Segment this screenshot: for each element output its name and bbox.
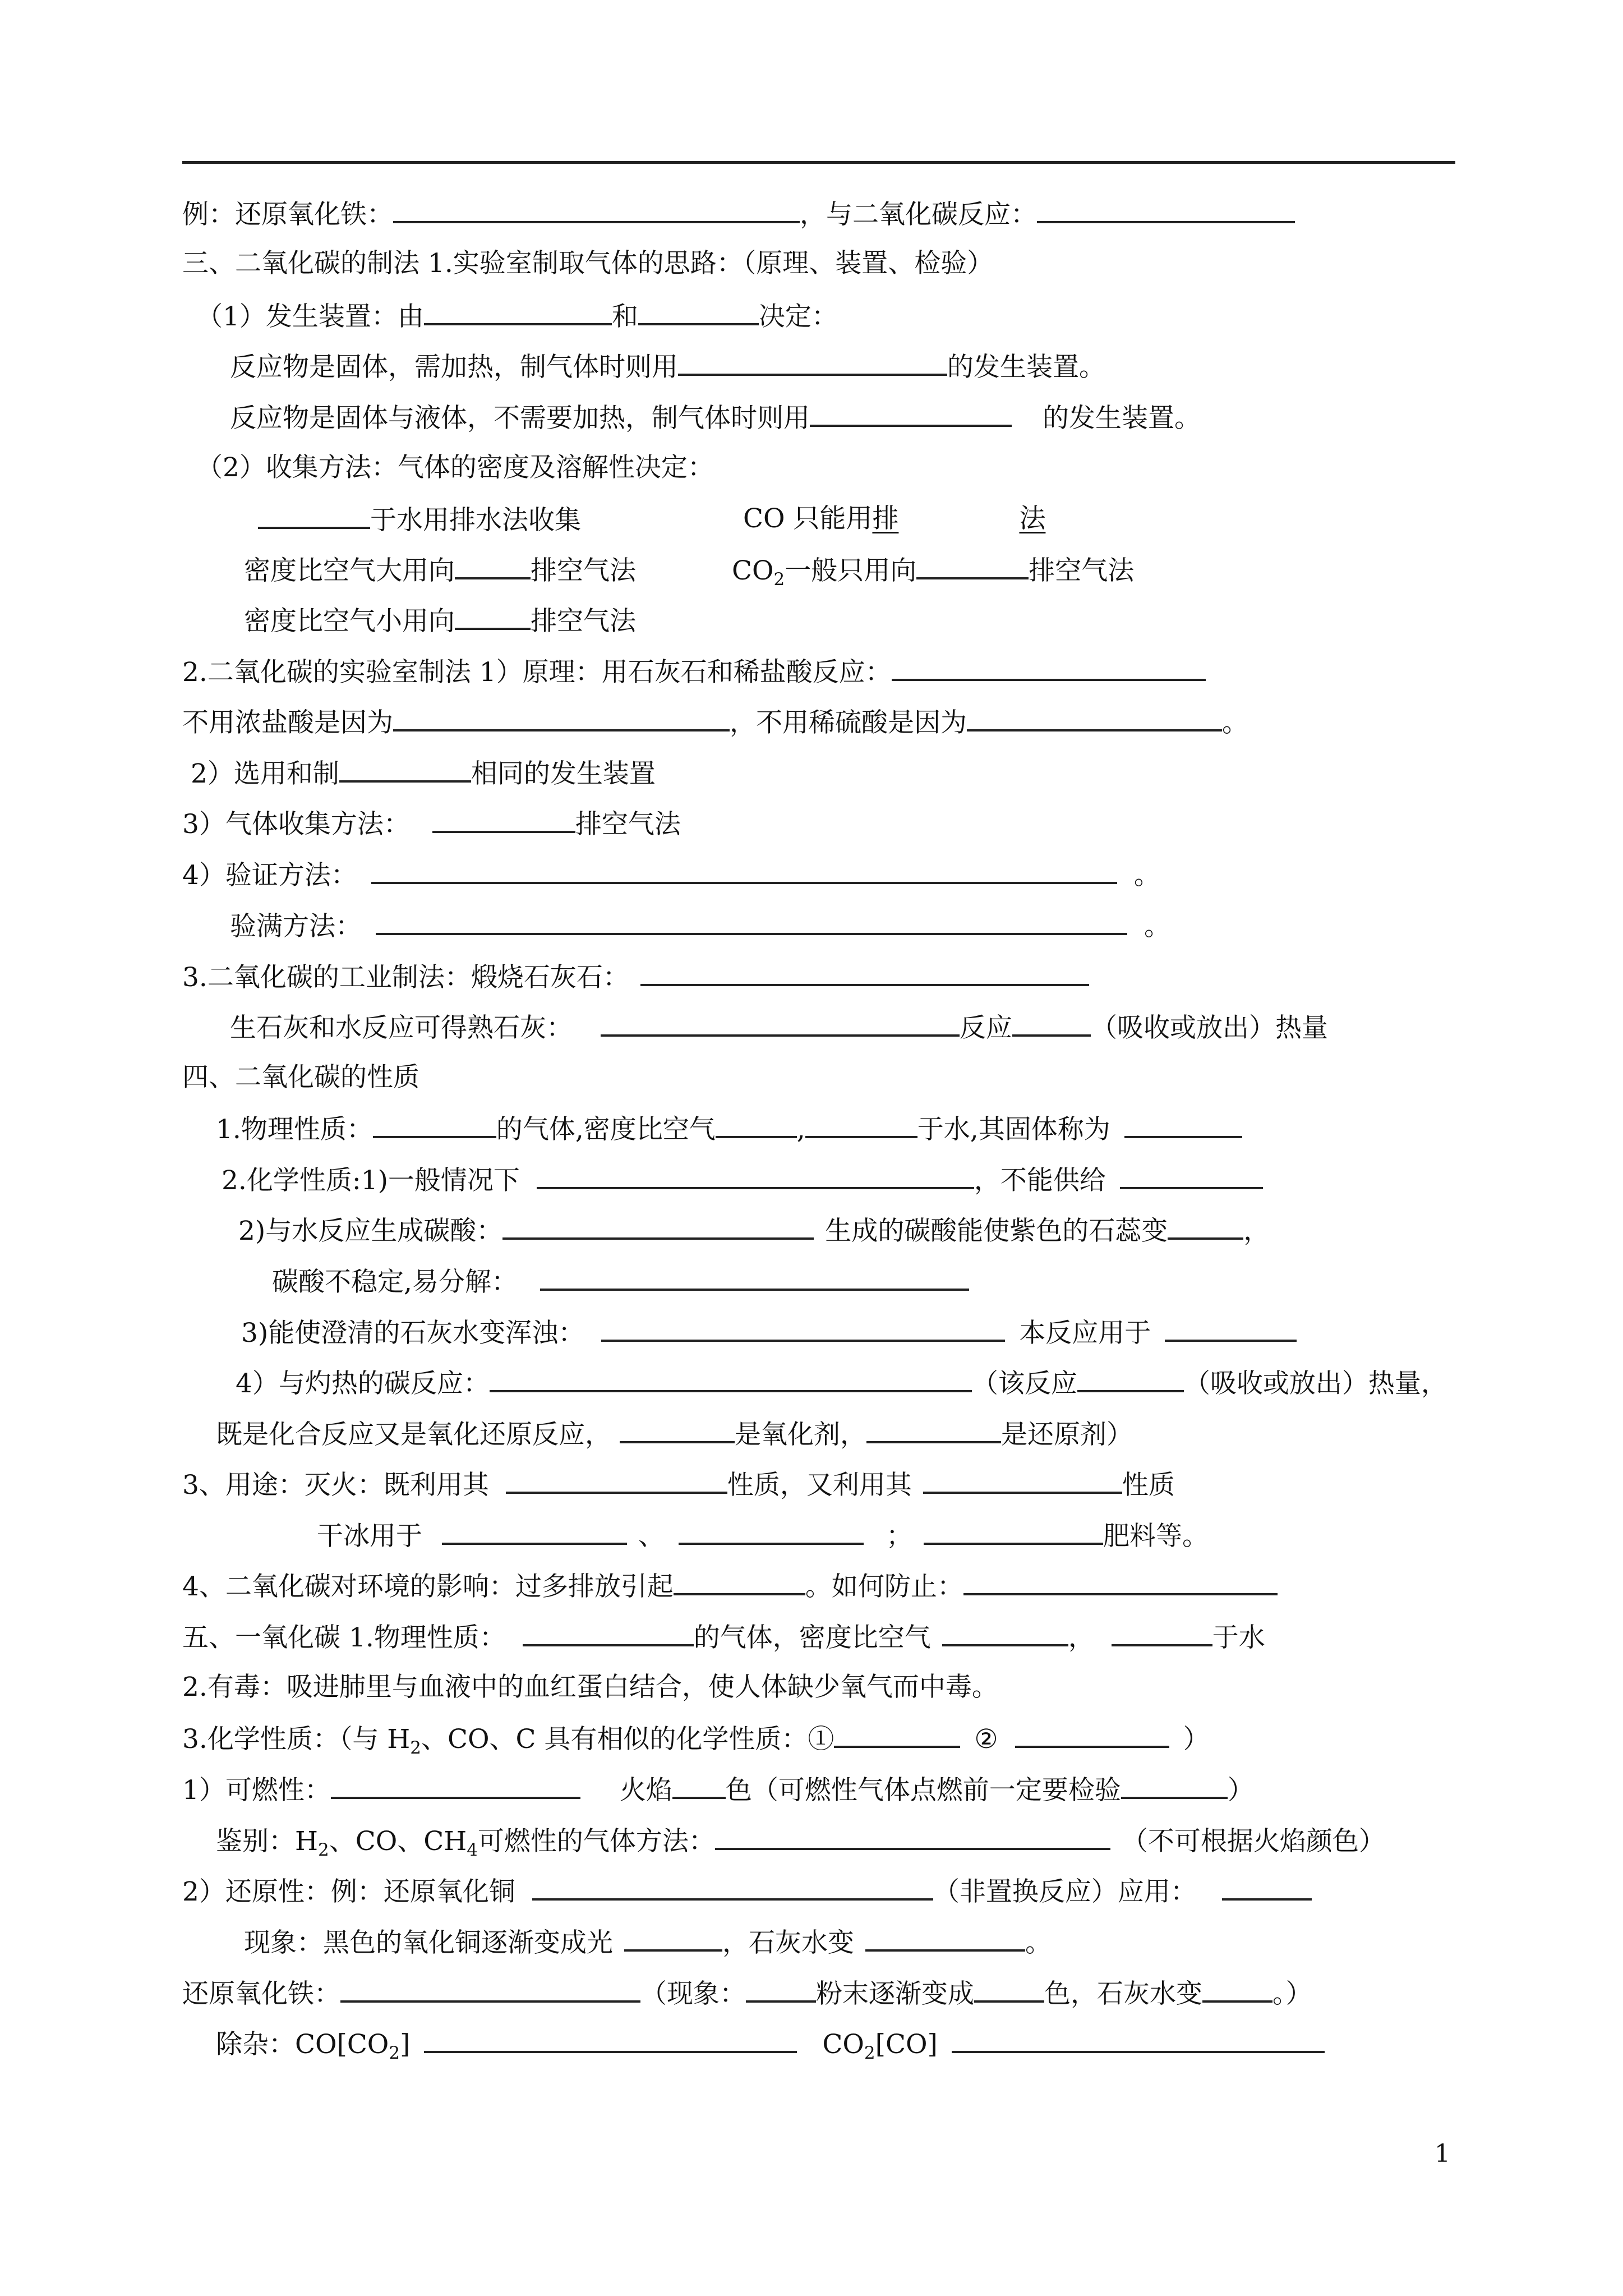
text: 排空气法 (531, 606, 636, 637)
blank[interactable] (424, 2026, 797, 2053)
blank[interactable] (865, 1925, 1025, 1952)
line-flammability (182, 1772, 1254, 1807)
text: ， (1068, 1622, 1095, 1653)
blank[interactable] (601, 1010, 960, 1037)
text: 4）与灼热的碳反应： (236, 1368, 490, 1399)
text: （2）收集方法：气体的密度及溶解性决定： (196, 452, 714, 483)
section-four-heading (182, 1061, 419, 1094)
blank[interactable] (866, 1416, 1001, 1443)
text: 生石灰和水反应可得熟石灰： (230, 1013, 573, 1043)
blank[interactable] (974, 1976, 1044, 2003)
text: 4）验证方法： (182, 860, 357, 891)
blank[interactable] (373, 1111, 496, 1138)
line-physical-properties (216, 1111, 1242, 1147)
line-dry-ice (317, 1518, 1209, 1553)
line-denser-than-air (244, 553, 636, 588)
text: 验满方法： (230, 911, 362, 942)
text: 4、二氧化碳对环境的影响：过多排放引起 (182, 1571, 674, 1602)
blank[interactable] (1077, 1365, 1184, 1392)
blank[interactable] (1120, 1162, 1263, 1189)
blank[interactable] (1121, 1772, 1228, 1799)
blank[interactable] (678, 349, 947, 376)
blank[interactable] (1222, 1874, 1312, 1901)
text: （该反应 (971, 1368, 1077, 1399)
line-uses-fire (182, 1467, 1175, 1502)
text: ， (1243, 1216, 1270, 1246)
text: 性质 (1122, 1470, 1175, 1501)
text: 鉴别：H (216, 1826, 318, 1857)
blank[interactable] (1168, 1213, 1243, 1240)
blank[interactable] (1112, 1619, 1212, 1646)
text: 现象：黑色的氧化铜逐渐变成光 (244, 1927, 613, 1958)
blank[interactable] (715, 1823, 1110, 1850)
text: 2.有毒：吸进肺里与血液中的血红蛋白结合，使人体缺少氧气而中毒。 (182, 1672, 998, 1703)
text: 排空气法 (531, 555, 636, 586)
line-reduce-iron-oxide (182, 196, 1295, 232)
blank[interactable] (339, 756, 471, 783)
text: 反应物是固体与液体，不需要加热，制气体时则用 (230, 403, 810, 434)
text: 相同的发生装置 (471, 758, 656, 789)
text: 1）可燃性： (182, 1775, 331, 1806)
text: ； (886, 1521, 912, 1552)
text: 密度比空气大用向 (244, 555, 455, 586)
blank[interactable] (455, 603, 531, 630)
blank[interactable] (506, 1467, 727, 1494)
blank[interactable] (674, 1568, 805, 1595)
blank[interactable] (924, 1518, 1103, 1545)
text: ② (974, 1724, 998, 1755)
blank[interactable] (746, 1976, 816, 2003)
text: 。 (1222, 707, 1248, 738)
blank[interactable] (432, 806, 575, 833)
subscript: 2 (773, 569, 785, 590)
section-three-heading (182, 247, 993, 280)
header-rule (182, 161, 1455, 164)
blank[interactable] (810, 400, 1012, 427)
text: 粉末逐渐变成 (816, 1978, 974, 2009)
text: 决定： (758, 301, 838, 332)
text: 色（可燃性气体点燃前一定要检验 (725, 1775, 1121, 1806)
subscript: 2 (389, 2043, 400, 2063)
line-redox (216, 1416, 1133, 1452)
line-co-collection (743, 502, 1045, 536)
line-water-collection (258, 502, 581, 537)
blank[interactable] (371, 857, 1117, 884)
line-phenomenon (244, 1925, 1052, 1960)
blank[interactable] (1037, 196, 1295, 223)
blank[interactable] (942, 1619, 1068, 1646)
text: 。如何防止： (805, 1571, 963, 1602)
text: 四、二氧化碳的性质 (182, 1062, 419, 1093)
blank[interactable] (963, 1568, 1278, 1595)
line-quicklime (230, 1010, 1328, 1045)
line-carbonic-acid (238, 1213, 1270, 1248)
line-co2-collection (732, 553, 1134, 588)
blank[interactable] (1012, 1010, 1091, 1037)
blank[interactable] (672, 1772, 726, 1799)
text: 的发生装置。 (1043, 403, 1201, 434)
text: 2.二氧化碳的实验室制法 1）原理：用石灰石和稀盐酸反应： (182, 657, 892, 688)
text: 、 (638, 1521, 665, 1552)
text: 五、一氧化碳 1.物理性质： (182, 1622, 506, 1653)
subscript: 2 (410, 1738, 422, 1758)
text: ，不用稀硫酸是因为 (730, 707, 967, 738)
text: ，石灰水变 (722, 1927, 854, 1958)
line-verification (182, 857, 1160, 892)
blank[interactable] (916, 553, 1029, 579)
line-environment (182, 1568, 1278, 1604)
blank[interactable] (601, 1315, 1005, 1342)
blank[interactable] (340, 1976, 640, 2003)
line-chemical-properties (222, 1162, 1263, 1198)
blank[interactable] (834, 1721, 960, 1748)
text: 的气体,密度比空气 (496, 1114, 716, 1145)
line-reducibility (182, 1874, 1312, 1909)
blank[interactable] (455, 553, 531, 579)
text: 。 (1144, 911, 1170, 942)
text: 2)与水反应生成碳酸： (238, 1216, 503, 1246)
line-generator-device (196, 298, 838, 334)
text: 是氧化剂， (735, 1419, 866, 1450)
text: 排空气法 (575, 809, 681, 840)
text: 可燃性的气体方法： (477, 1826, 715, 1857)
line-hot-carbon (236, 1365, 1447, 1401)
text: 3.化学性质：（与 H (182, 1724, 411, 1755)
text: 既是化合反应又是氧化还原反应， (216, 1419, 611, 1450)
text: 一般只用向 (785, 555, 917, 586)
blank[interactable] (952, 2026, 1325, 2053)
line-full-check (230, 908, 1170, 944)
blank[interactable] (258, 502, 370, 529)
text: 。 (1025, 1927, 1052, 1958)
text: ） (1227, 1775, 1254, 1806)
text: 火焰 (619, 1775, 672, 1806)
text: 反应 (960, 1013, 1012, 1043)
text: ） (1183, 1724, 1210, 1755)
blank[interactable] (1202, 1976, 1272, 2003)
blank[interactable] (620, 1416, 735, 1443)
line-solid-liquid (230, 400, 1201, 435)
line-toxic (182, 1671, 998, 1704)
text: （吸收或放出）热量， (1183, 1368, 1447, 1399)
line-decomposition (272, 1264, 969, 1299)
line-acid-choice (182, 705, 1248, 740)
text: 除杂：CO[CO (216, 2029, 389, 2060)
text: 是还原剂） (1001, 1419, 1133, 1450)
text: 于水 (1212, 1622, 1265, 1653)
blank[interactable] (537, 1162, 974, 1189)
text: 3)能使澄清的石灰水变浑浊： (241, 1318, 585, 1349)
text: 反应物是固体，需加热，制气体时则用 (230, 352, 678, 383)
text: 碳酸不稳定,易分解： (272, 1267, 518, 1297)
text: （现象： (640, 1978, 746, 2009)
page-number: 1 (1435, 2139, 1450, 2168)
blank[interactable] (805, 1111, 917, 1138)
line-identify-gases (216, 1823, 1385, 1858)
text: 2）选用和制 (191, 758, 339, 789)
text: 性质，又利用其 (727, 1470, 912, 1501)
text: 2.化学性质:1)一般情况下 (222, 1165, 520, 1196)
line-co-chemical (182, 1721, 1210, 1756)
text: [CO] (875, 2029, 938, 2060)
blank[interactable] (424, 298, 612, 325)
text: （吸收或放出）热量 (1091, 1013, 1328, 1043)
text: （非置换反应）应用： (933, 1876, 1197, 1907)
text: 于水用排水法收集 (370, 505, 581, 536)
blank[interactable] (442, 1518, 627, 1545)
blank[interactable] (331, 1772, 580, 1799)
blank[interactable] (376, 908, 1127, 935)
text: 、CO、C 具有相似的化学性质：① (421, 1724, 834, 1755)
line-impurity-removal (216, 2026, 1325, 2062)
text: 于水,其固体称为 (917, 1114, 1110, 1145)
text: （不可根据火焰颜色） (1121, 1826, 1385, 1857)
blank[interactable] (892, 654, 1206, 681)
text: ，与二氧化碳反应： (800, 199, 1037, 230)
line-lighter-than-air (244, 603, 636, 638)
section-five-heading (182, 1619, 1265, 1655)
text: 3）气体收集方法： (182, 809, 410, 840)
text: 和 (611, 301, 638, 332)
blank[interactable] (638, 298, 759, 325)
text: 3.二氧化碳的工业制法：煅烧石灰石： (182, 962, 629, 993)
text: 色，石灰水变 (1044, 1978, 1202, 2009)
line-collection-method (196, 451, 714, 485)
blank[interactable] (716, 1111, 797, 1138)
text: 干冰用于 (317, 1521, 422, 1552)
text: 。 (1133, 860, 1160, 891)
line-limewater (241, 1315, 1297, 1350)
text: 1.物理性质： (216, 1114, 373, 1145)
subscript: 2 (318, 1840, 329, 1860)
text: 本反应用于 (1019, 1318, 1151, 1349)
blank[interactable] (540, 1264, 969, 1291)
text: 生成的碳酸能使紫色的石蕊变 (825, 1216, 1168, 1246)
text: 三、二氧化碳的制法 1.实验室制取气体的思路：（原理、装置、检验） (182, 248, 994, 279)
line-lab-principle (182, 654, 1206, 689)
blank[interactable] (679, 1518, 864, 1545)
text: 还原氧化铁： (182, 1978, 340, 2009)
text: 法 (1019, 503, 1046, 534)
line-reduce-iron-oxide-2 (182, 1976, 1312, 2011)
blank[interactable] (490, 1365, 972, 1392)
text: （1）发生装置：由 (196, 301, 424, 332)
blank[interactable] (640, 959, 1089, 986)
text: 不用浓盐酸是因为 (182, 707, 393, 738)
blank[interactable] (532, 1874, 933, 1901)
line-device-choice (191, 756, 656, 791)
blank[interactable] (393, 705, 730, 731)
text: CO 只能用 (743, 503, 873, 534)
subscript: 2 (864, 2043, 875, 2063)
text: 的发生装置。 (947, 352, 1105, 383)
text: 。） (1272, 1978, 1312, 2009)
text: 排空气法 (1029, 555, 1135, 586)
text: CO (732, 555, 774, 586)
blank[interactable] (393, 196, 800, 223)
blank[interactable] (1124, 1111, 1242, 1138)
blank[interactable] (1165, 1315, 1297, 1342)
text: 例：还原氧化铁： (182, 199, 393, 230)
line-solid-heating (230, 349, 1105, 384)
blank[interactable] (523, 1619, 694, 1646)
blank[interactable] (923, 1467, 1122, 1494)
text: 、CO、CH (329, 1826, 467, 1857)
text: 肥料等。 (1103, 1521, 1209, 1552)
blank[interactable] (1015, 1721, 1169, 1748)
text: ] (400, 2029, 411, 2060)
line-industrial-method (182, 959, 1089, 995)
text: 密度比空气小用向 (244, 606, 455, 637)
blank[interactable] (624, 1925, 722, 1952)
blank[interactable] (502, 1213, 814, 1240)
text: CO (822, 2029, 864, 2060)
text: 2）还原性：例：还原氧化铜 (182, 1876, 515, 1907)
text: 的气体，密度比空气 (693, 1622, 931, 1653)
text: , (796, 1114, 805, 1145)
text: 3、用途：灭火：既利用其 (182, 1470, 489, 1501)
subscript: 4 (467, 1840, 478, 1860)
line-gas-collection (182, 806, 681, 841)
text: 排 (872, 503, 899, 534)
blank[interactable] (967, 705, 1222, 731)
text: ，不能供给 (974, 1165, 1106, 1196)
